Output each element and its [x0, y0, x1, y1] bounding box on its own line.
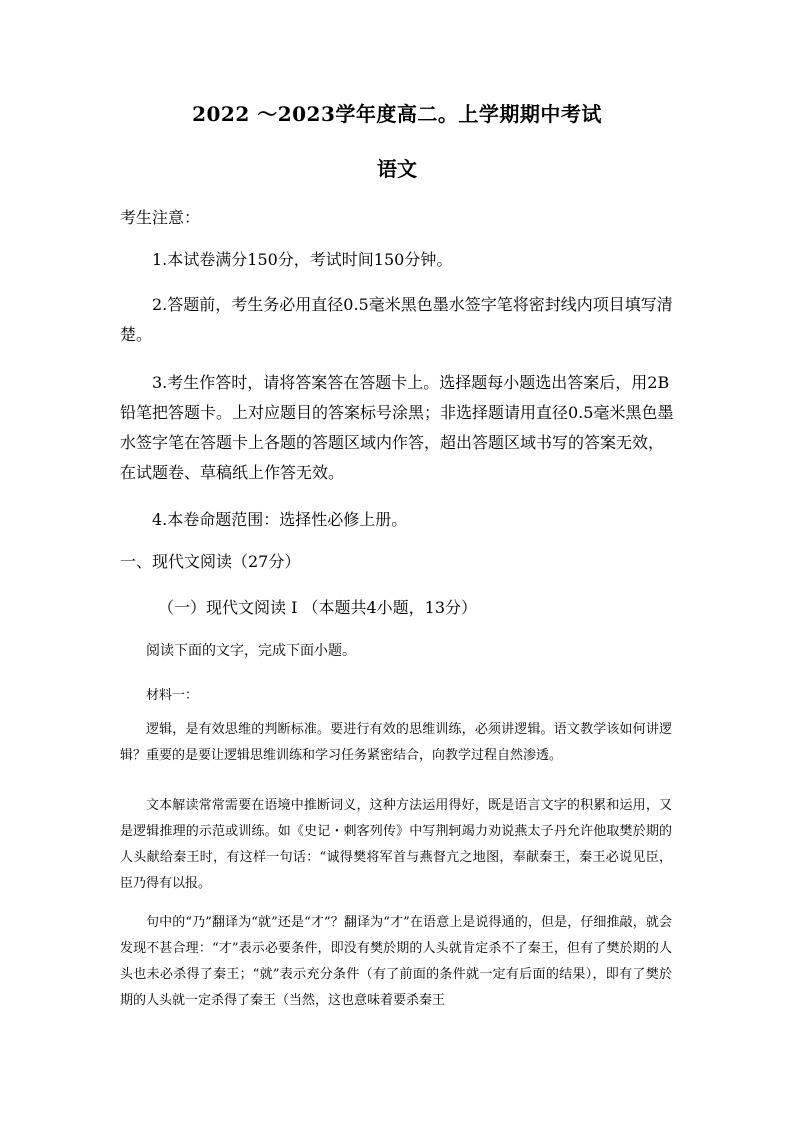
passage-paragraph: 逻辑，是有效思维的判断标准。要进行有效的思维训练，必须讲逻辑。语文教学该如何讲逻辑？重要的是要让逻辑思维训练和学习任务紧密结合，向教学过程自然渗透。	[120, 722, 672, 763]
exam-title: 2022 ～2023学年度高二。上学期期中考试	[192, 102, 602, 126]
notice-heading: 考生注意：	[120, 208, 201, 227]
subject-title: 语文	[377, 157, 417, 181]
notice-item	[120, 505, 675, 535]
notice-item-text: 4.本卷命题范围：选择性必修上册。	[152, 510, 408, 529]
notice-item	[120, 368, 675, 488]
passage-paragraph: 文本解读常常需要在语境中推断词义，这种方法运用得好，既是语言文字的积累和运用，又是逻辑推理的示范或训练。如《史记・刺客列传》中写荆轲竭力劝说燕太子丹允许他取樊於期的人头献给秦王时，有这样一句话：“诚得樊将军首与燕督亢之地图，奉献秦王，秦王必说见臣，臣乃得有以报。	[120, 798, 672, 891]
notice-item-text: 3.考生作答时，请将答案答在答题卡上。选择题每小题选出答案后，用2B铅笔把答题卡。上对应题目的答案标号涂黑；非选择题请用直径0.5毫米黑色墨水签字笔在答题卡上各题的答题区域内作答，超出答题区域书写的答案无效，在试题卷、草稿纸上作答无效。	[120, 373, 674, 482]
notice-item	[120, 245, 675, 275]
notice-item-text: 2.答题前，考生务必用直径0.5毫米黑色墨水签字笔将密封线内项目填写清楚。	[120, 295, 673, 344]
notice-item-text: 1.本试卷满分150分，考试时间150分钟。	[152, 250, 453, 269]
material-label: 材料一：	[146, 688, 199, 703]
sub-section-heading: （一）现代文阅读 I （本题共4小题，13分）	[158, 598, 478, 617]
notice-item	[120, 290, 675, 350]
passage-paragraph: 句中的“乃”翻译为“就”还是“才”？翻译为“才”在语意上是说得通的，但是，仔细推敲，就会发现不甚合理：“才”表示必要条件，即没有樊於期的人头就肯定杀不了秦王，但有了樊於期的人头也未必杀得了秦王；“就”表示充分条件（有了前面的条件就一定有后面的结果），即有了樊於期的人头就一定杀得了秦王（当然，这也意味着要杀秦王	[120, 915, 672, 1008]
section-heading: 一、现代文阅读（27分）	[120, 552, 301, 571]
reading-instruction: 阅读下面的文字，完成下面小题。	[146, 643, 356, 659]
